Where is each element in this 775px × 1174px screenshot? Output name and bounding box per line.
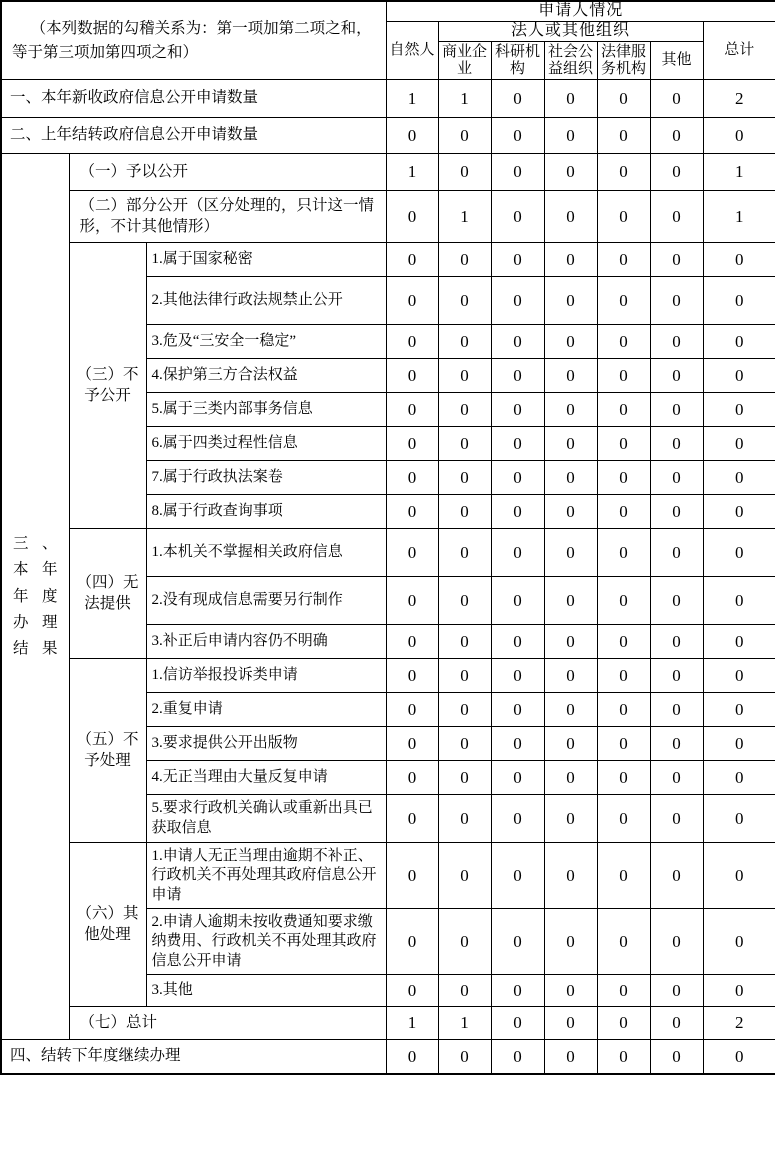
cell-value: 0	[544, 461, 597, 495]
cell-value: 0	[491, 118, 544, 154]
cell-value: 0	[438, 118, 491, 154]
cell-value: 0	[491, 529, 544, 577]
cell-value: 2	[703, 80, 775, 118]
cell-value: 0	[491, 243, 544, 277]
cell-value: 0	[703, 727, 775, 761]
cell-value: 0	[703, 359, 775, 393]
cell-value: 0	[597, 577, 650, 625]
cell-value: 0	[650, 325, 703, 359]
cell-value: 0	[386, 727, 438, 761]
cell-value: 0	[650, 393, 703, 427]
cell-value: 0	[544, 495, 597, 529]
row-label-repeated-without-cause: 4.无正当理由大量反复申请	[146, 761, 386, 795]
cell-value: 0	[438, 761, 491, 795]
table-row	[1, 118, 775, 154]
cell-value: 0	[650, 625, 703, 659]
cell-value: 0	[597, 359, 650, 393]
cell-value: 0	[544, 659, 597, 693]
cell-value: 0	[491, 427, 544, 461]
cell-value: 0	[544, 693, 597, 727]
cell-value: 0	[491, 1007, 544, 1040]
cell-value: 0	[544, 843, 597, 909]
cell-value: 0	[491, 577, 544, 625]
label-char: 、	[41, 534, 58, 552]
table-row	[1, 243, 775, 277]
cell-value: 0	[597, 795, 650, 843]
cell-value: 0	[438, 577, 491, 625]
cell-value: 0	[491, 843, 544, 909]
cell-value: 0	[386, 795, 438, 843]
row-label-administrative-inquiry: 8.属于行政查询事项	[146, 495, 386, 529]
cell-value: 0	[650, 154, 703, 191]
cell-value: 0	[597, 975, 650, 1007]
cell-value: 0	[597, 529, 650, 577]
cell-value: 0	[703, 843, 775, 909]
cell-value: 0	[491, 325, 544, 359]
cell-value: 0	[650, 1007, 703, 1040]
cell-value: 0	[491, 659, 544, 693]
table-row	[1, 1040, 775, 1074]
cell-value: 0	[597, 909, 650, 975]
section-label-annual-result-chars	[6, 531, 64, 663]
row-label-section-total: （七）总计	[69, 1007, 386, 1040]
cell-value: 0	[650, 427, 703, 461]
cell-value: 0	[703, 1040, 775, 1074]
row-label-protect-third-party: 4.保护第三方合法权益	[146, 359, 386, 393]
cell-value: 0	[597, 191, 650, 243]
table-row	[1, 659, 775, 693]
cell-value: 0	[650, 843, 703, 909]
cell-value: 0	[544, 80, 597, 118]
table-row	[1, 529, 775, 577]
cell-value: 0	[386, 243, 438, 277]
cell-value: 0	[438, 393, 491, 427]
cell-value: 0	[544, 1040, 597, 1074]
category-label-not-disclosed: （三）不予公开	[69, 243, 146, 529]
cell-value: 0	[491, 909, 544, 975]
cell-value: 0	[438, 495, 491, 529]
row-label-partially-disclosed: （二）部分公开（区分处理的，只计这一情形，不计其他情形）	[69, 191, 386, 243]
cell-value: 1	[386, 154, 438, 191]
cell-value: 1	[386, 1007, 438, 1040]
cell-value: 0	[438, 277, 491, 325]
cell-value: 0	[491, 975, 544, 1007]
cell-value: 0	[438, 727, 491, 761]
cell-value: 0	[386, 909, 438, 975]
cell-value: 0	[491, 277, 544, 325]
cell-value: 0	[386, 843, 438, 909]
cell-value: 0	[386, 118, 438, 154]
cell-value: 0	[386, 529, 438, 577]
cell-value: 0	[491, 154, 544, 191]
cell-value: 0	[544, 393, 597, 427]
cell-value: 0	[650, 277, 703, 325]
header-col-total: 总计	[703, 21, 775, 79]
cell-value: 0	[703, 495, 775, 529]
cell-value: 0	[491, 693, 544, 727]
label-char: 办	[12, 614, 29, 632]
cell-value: 0	[491, 761, 544, 795]
row-label-petition-complaint: 1.信访举报投诉类申请	[146, 659, 386, 693]
cell-value: 0	[703, 393, 775, 427]
cell-value: 0	[438, 1040, 491, 1074]
cell-value: 0	[544, 1007, 597, 1040]
cell-value: 0	[438, 843, 491, 909]
cell-value: 0	[650, 761, 703, 795]
row-label-carried-to-next-year: 四、结转下年度继续办理	[1, 1040, 386, 1074]
row-label-new-applications: 一、本年新收政府信息公开申请数量	[1, 80, 386, 118]
cell-value: 0	[650, 80, 703, 118]
cell-value: 0	[597, 1007, 650, 1040]
row-label-other: 3.其他	[146, 975, 386, 1007]
table-row	[1, 80, 775, 118]
cell-value: 0	[703, 118, 775, 154]
cell-value: 0	[597, 495, 650, 529]
header-row-group	[1, 1, 775, 21]
row-label-endanger-safety-stability: 3.危及“三安全一稳定”	[146, 325, 386, 359]
cell-value: 0	[491, 191, 544, 243]
cell-value: 0	[597, 761, 650, 795]
cell-value: 0	[491, 393, 544, 427]
cell-value: 0	[597, 727, 650, 761]
cell-value: 0	[703, 761, 775, 795]
cell-value: 0	[491, 625, 544, 659]
cell-value: 0	[703, 529, 775, 577]
cell-value: 1	[703, 154, 775, 191]
cell-value: 0	[650, 727, 703, 761]
label-char: 三	[12, 534, 29, 552]
cell-value: 0	[386, 761, 438, 795]
header-col-legal-service-org: 法律服务机构	[597, 41, 650, 80]
row-label-still-unclear: 3.补正后申请内容仍不明确	[146, 625, 386, 659]
cell-value: 0	[544, 118, 597, 154]
cell-value: 0	[650, 529, 703, 577]
cell-value: 0	[438, 659, 491, 693]
cell-value: 0	[491, 727, 544, 761]
cell-value: 0	[703, 325, 775, 359]
cell-value: 0	[438, 909, 491, 975]
cell-value: 0	[703, 277, 775, 325]
label-char: 结	[12, 640, 29, 658]
cell-value: 0	[544, 277, 597, 325]
header-col-research-institution: 科研机构	[491, 41, 544, 80]
row-label-overdue-no-payment: 2.申请人逾期未按收费通知要求缴纳费用、行政机关不再处理其政府信息公开申请	[146, 909, 386, 975]
cell-value: 0	[386, 359, 438, 393]
row-label-duplicate-application: 2.重复申请	[146, 693, 386, 727]
cell-value: 0	[650, 693, 703, 727]
cell-value: 0	[597, 843, 650, 909]
cell-value: 0	[597, 693, 650, 727]
label-char: 理	[41, 614, 58, 632]
cell-value: 0	[491, 495, 544, 529]
cell-value: 2	[703, 1007, 775, 1040]
cell-value: 0	[491, 795, 544, 843]
cell-value: 0	[491, 80, 544, 118]
cell-value: 0	[544, 761, 597, 795]
cell-value: 0	[597, 659, 650, 693]
cell-value: 0	[386, 427, 438, 461]
cell-value: 0	[544, 577, 597, 625]
cell-value: 0	[544, 625, 597, 659]
header-col-natural-person: 自然人	[386, 21, 438, 79]
cell-value: 0	[544, 427, 597, 461]
row-label-internal-affairs: 5.属于三类内部事务信息	[146, 393, 386, 427]
table-row	[1, 154, 775, 191]
header-legal-person-group: 法人或其他组织	[438, 21, 703, 41]
cell-value: 0	[438, 243, 491, 277]
cell-value: 0	[650, 118, 703, 154]
cell-value: 0	[650, 795, 703, 843]
table-row	[1, 843, 775, 909]
header-col-other: 其他	[650, 41, 703, 80]
cell-value: 0	[386, 495, 438, 529]
cell-value: 0	[650, 975, 703, 1007]
cell-value: 0	[544, 243, 597, 277]
cell-value: 0	[438, 325, 491, 359]
row-label-overdue-no-correction: 1.申请人无正当理由逾期不补正、行政机关不再处理其政府信息公开申请	[146, 843, 386, 909]
cell-value: 0	[544, 727, 597, 761]
cell-value: 0	[597, 427, 650, 461]
label-char: 果	[41, 640, 58, 658]
label-char: 年	[41, 561, 58, 579]
cell-value: 0	[544, 909, 597, 975]
cell-value: 0	[386, 693, 438, 727]
cell-value: 0	[491, 359, 544, 393]
cell-value: 0	[597, 1040, 650, 1074]
header-col-commercial-enterprise: 商业企业	[438, 41, 491, 80]
label-char: 本	[12, 561, 29, 579]
header-col-social-welfare-org: 社会公益组织	[544, 41, 597, 80]
cell-value: 0	[597, 154, 650, 191]
cell-value: 0	[703, 659, 775, 693]
checksum-note-cell: （本列数据的勾稽关系为：第一项加第二项之和，等于第三项加第四项之和）	[1, 1, 386, 80]
cell-value: 0	[386, 577, 438, 625]
table-row	[1, 1007, 775, 1040]
cell-value: 0	[650, 909, 703, 975]
cell-value: 0	[703, 975, 775, 1007]
category-label-not-processed: （五）不予处理	[69, 659, 146, 843]
cell-value: 0	[544, 795, 597, 843]
row-label-not-in-possession: 1.本机关不掌握相关政府信息	[146, 529, 386, 577]
cell-value: 0	[544, 359, 597, 393]
cell-value: 0	[438, 693, 491, 727]
row-label-state-secret: 1.属于国家秘密	[146, 243, 386, 277]
cell-value: 0	[597, 325, 650, 359]
row-label-prohibited-by-law: 2.其他法律行政法规禁止公开	[146, 277, 386, 325]
cell-value: 0	[544, 325, 597, 359]
cell-value: 0	[597, 461, 650, 495]
row-label-needs-creation: 2.没有现成信息需要另行制作	[146, 577, 386, 625]
cell-value: 0	[491, 461, 544, 495]
cell-value: 0	[386, 325, 438, 359]
category-label-other-handling: （六）其他处理	[69, 843, 146, 1007]
cell-value: 0	[650, 1040, 703, 1074]
cell-value: 0	[703, 243, 775, 277]
cell-value: 0	[386, 625, 438, 659]
cell-value: 0	[703, 461, 775, 495]
row-label-process-information: 6.属于四类过程性信息	[146, 427, 386, 461]
cell-value: 0	[386, 393, 438, 427]
cell-value: 0	[703, 625, 775, 659]
cell-value: 0	[597, 393, 650, 427]
category-label-unable-to-provide: （四）无法提供	[69, 529, 146, 659]
cell-value: 0	[597, 625, 650, 659]
cell-value: 0	[438, 975, 491, 1007]
header-applicant-group: 申请人情况	[386, 1, 775, 21]
row-label-law-enforcement-file: 7.属于行政执法案卷	[146, 461, 386, 495]
cell-value: 0	[650, 359, 703, 393]
cell-value: 0	[544, 191, 597, 243]
cell-value: 0	[650, 191, 703, 243]
cell-value: 0	[386, 191, 438, 243]
label-char: 年	[12, 587, 29, 605]
row-label-reconfirm-information: 5.要求行政机关确认或重新出具已获取信息	[146, 795, 386, 843]
cell-value: 0	[597, 277, 650, 325]
cell-value: 0	[438, 359, 491, 393]
cell-value: 1	[438, 1007, 491, 1040]
cell-value: 0	[438, 461, 491, 495]
section-label-annual-result	[1, 154, 69, 1040]
cell-value: 0	[386, 659, 438, 693]
row-label-public-publication: 3.要求提供公开出版物	[146, 727, 386, 761]
cell-value: 0	[650, 243, 703, 277]
cell-value: 0	[386, 461, 438, 495]
cell-value: 0	[544, 529, 597, 577]
cell-value: 0	[597, 118, 650, 154]
row-label-carryover-applications: 二、上年结转政府信息公开申请数量	[1, 118, 386, 154]
cell-value: 0	[703, 795, 775, 843]
cell-value: 0	[703, 693, 775, 727]
cell-value: 0	[650, 461, 703, 495]
cell-value: 0	[438, 795, 491, 843]
cell-value: 0	[597, 243, 650, 277]
cell-value: 0	[544, 975, 597, 1007]
cell-value: 0	[650, 495, 703, 529]
cell-value: 0	[438, 154, 491, 191]
cell-value: 0	[703, 577, 775, 625]
cell-value: 0	[650, 659, 703, 693]
cell-value: 0	[438, 625, 491, 659]
cell-value: 1	[438, 80, 491, 118]
cell-value: 0	[386, 277, 438, 325]
cell-value: 0	[597, 80, 650, 118]
cell-value: 0	[650, 577, 703, 625]
cell-value: 0	[386, 1040, 438, 1074]
table-row	[1, 191, 775, 243]
cell-value: 0	[491, 1040, 544, 1074]
label-char: 度	[41, 587, 58, 605]
cell-value: 0	[438, 427, 491, 461]
cell-value: 0	[544, 154, 597, 191]
cell-value: 1	[703, 191, 775, 243]
cell-value: 0	[703, 909, 775, 975]
cell-value: 1	[386, 80, 438, 118]
cell-value: 1	[438, 191, 491, 243]
cell-value: 0	[703, 427, 775, 461]
cell-value: 0	[438, 529, 491, 577]
cell-value: 0	[386, 975, 438, 1007]
row-label-disclosed: （一）予以公开	[69, 154, 386, 191]
